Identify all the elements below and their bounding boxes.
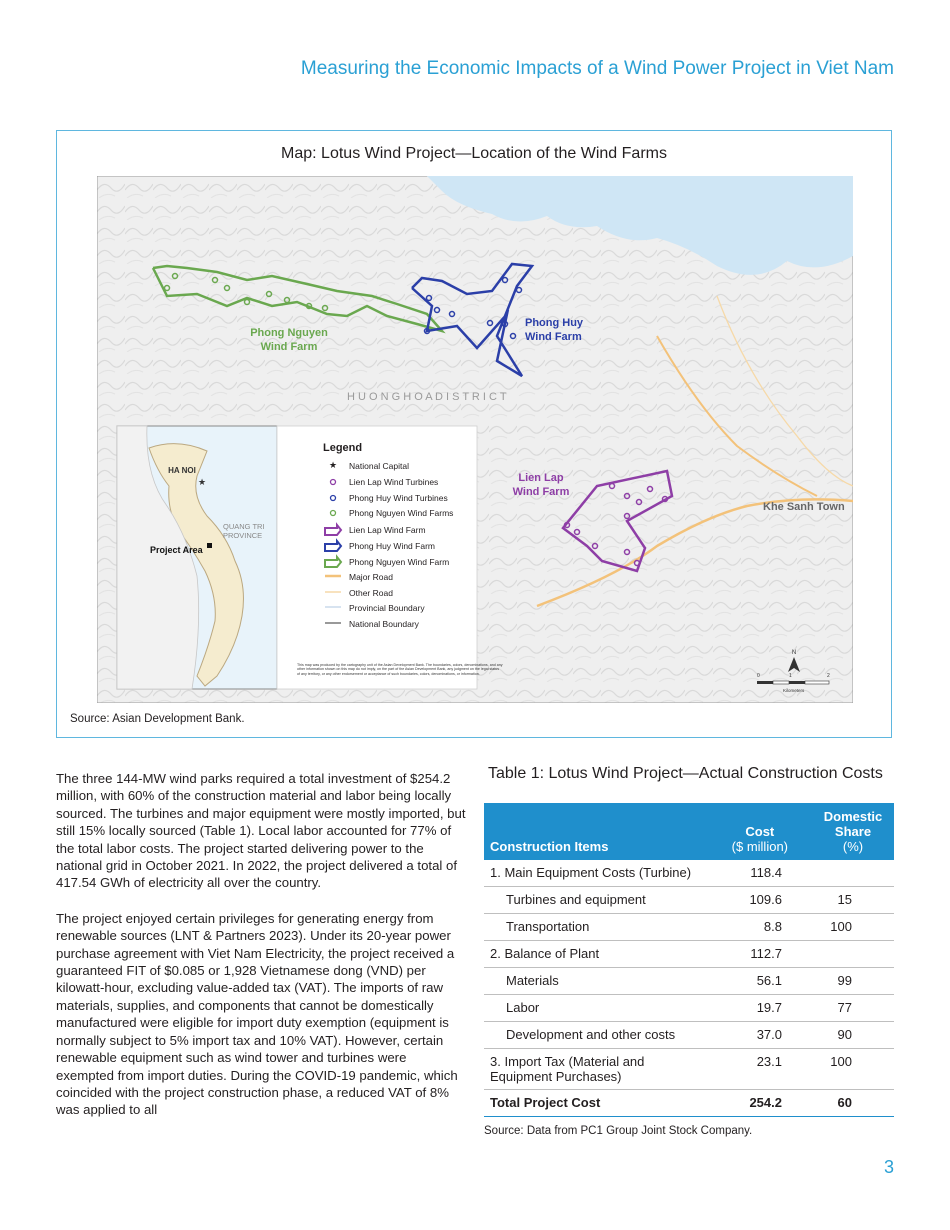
svg-text:★: ★ [329, 460, 338, 470]
phong-nguyen-label: Phong Nguyen [250, 327, 328, 339]
phong-huy-label: Phong Huy [525, 317, 584, 329]
table-row: Development and other costs 37.0 90 [484, 1022, 894, 1049]
svg-text:1: 1 [789, 673, 792, 679]
table-header-row [484, 803, 894, 860]
table-source: Source: Data from PC1 Group Joint Stock Company. [484, 1125, 753, 1137]
svg-text:Major Road: Major Road [349, 572, 393, 582]
table-total-row: Total Project Cost 254.2 60 [484, 1090, 894, 1117]
map-title: Map: Lotus Wind Project—Location of the Wind Farms [281, 145, 667, 162]
table-row: Turbines and equipment 109.6 15 [484, 887, 894, 914]
svg-text:National Boundary: National Boundary [349, 619, 419, 629]
phong-nguyen-label-2: Wind Farm [260, 341, 318, 353]
svg-text:Phong Nguyen Wind Farms: Phong Nguyen Wind Farms [349, 508, 454, 518]
location-map [97, 176, 853, 703]
table-row: 3. Import Tax (Material and Equipment Purchases) 23.1 100 [484, 1049, 894, 1090]
svg-text:Lien Lap Wind Turbines: Lien Lap Wind Turbines [349, 477, 439, 487]
svg-text:HA NOI: HA NOI [168, 466, 196, 475]
map-disclaimer: This map was produced by the cartography unit of the Asian Development Bank. The boundaries, colors, denominations, and any other information shown on this map do not imply, on the part of the Asian Development Bank, any judgment on the legal status of any territory, or any other endorsement or acceptance of such boundaries, colors, denominations, or information. [297, 663, 503, 676]
table-row: 2. Balance of Plant 112.7 [484, 941, 894, 968]
svg-text:Kilometers: Kilometers [783, 688, 805, 693]
header-construction-items: Construction Items [484, 803, 708, 860]
phong-huy-label-2: Wind Farm [525, 331, 582, 343]
paragraph-2: The project enjoyed certain privileges for generating energy from renewable sources (LNT & Partners 2023). Under its 20-year power purchase agreement with Viet Nam Electricity, the project received a guaranteed FIT of $0.085 or 1,928 Vietnamese dong (VND) per kilowatt-hour, excluding value-added tax (VAT). The imports of raw materials, supplies, and components that cannot be domestically manufactured were eligible for import duty exemption (equipment is normally subject to 5% import tax and 10% VAT). However, certain renewable equipment such as wind tower and turbines were exempted from import duties. During the COVID-19 pandemic, which coincided with the project construction phase, a reduced VAT of 8% was applied to all [56, 910, 458, 1118]
svg-text:QUANG TRI: QUANG TRI [223, 522, 265, 531]
svg-text:2: 2 [827, 673, 830, 679]
svg-text:Phong Nguyen Wind Farm: Phong Nguyen Wind Farm [349, 557, 450, 567]
page-number: 3 [883, 1157, 894, 1177]
svg-text:Provincial Boundary: Provincial Boundary [349, 603, 425, 613]
body-text [56, 770, 466, 1137]
map-legend [277, 426, 477, 689]
svg-text:PROVINCE: PROVINCE [223, 531, 263, 540]
header-domestic-share: Domestic Share (%) [812, 803, 894, 860]
table-row: 1. Main Equipment Costs (Turbine) 118.4 [484, 860, 894, 887]
svg-text:National Capital: National Capital [349, 461, 410, 471]
vietnam-inset-map [117, 426, 277, 689]
map-figure [56, 130, 892, 738]
svg-text:★: ★ [197, 477, 207, 487]
svg-text:N: N [791, 650, 797, 656]
khe-sanh-label: Khe Sanh Town [763, 501, 845, 513]
lien-lap-label: Lien Lap [518, 472, 564, 484]
svg-text:Phong Huy Wind Turbines: Phong Huy Wind Turbines [349, 493, 448, 503]
table-row: Transportation 8.8 100 [484, 914, 894, 941]
svg-text:0: 0 [757, 673, 760, 679]
running-header: Measuring the Economic Impacts of a Wind Power Project in Viet Nam [300, 58, 894, 79]
svg-text:Lien Lap Wind Farm: Lien Lap Wind Farm [349, 525, 426, 535]
paragraph-1: The three 144-MW wind parks required a total investment of $254.2 million, with 60% of the construction material and labor being locally sourced. The turbines and major equipment were mostly imported, but still 15% locally sourced (Table 1). Local labor accounted for 77% of the total labor costs. The project started delivering power to the national grid in October 2021. In 2022, the project delivered a total of 417.54 GWh of electricity all over the country. [56, 771, 466, 891]
svg-text:Phong Huy Wind Farm: Phong Huy Wind Farm [349, 541, 435, 551]
svg-text:Legend: Legend [323, 442, 363, 454]
svg-text:Project Area: Project Area [150, 545, 203, 555]
lien-lap-label-2: Wind Farm [512, 486, 570, 498]
map-source: Source: Asian Development Bank. [70, 713, 245, 725]
header-cost: Cost ($ million) [708, 803, 812, 860]
table-row: Materials 56.1 99 [484, 968, 894, 995]
district-label: H U O N G H O A D I S T R I C T [347, 391, 507, 403]
table-title: Table 1: Lotus Wind Project—Actual Construction Costs [488, 765, 883, 782]
svg-text:Other Road: Other Road [349, 588, 393, 598]
construction-cost-table [484, 803, 894, 1117]
table-row: Labor 19.7 77 [484, 995, 894, 1022]
